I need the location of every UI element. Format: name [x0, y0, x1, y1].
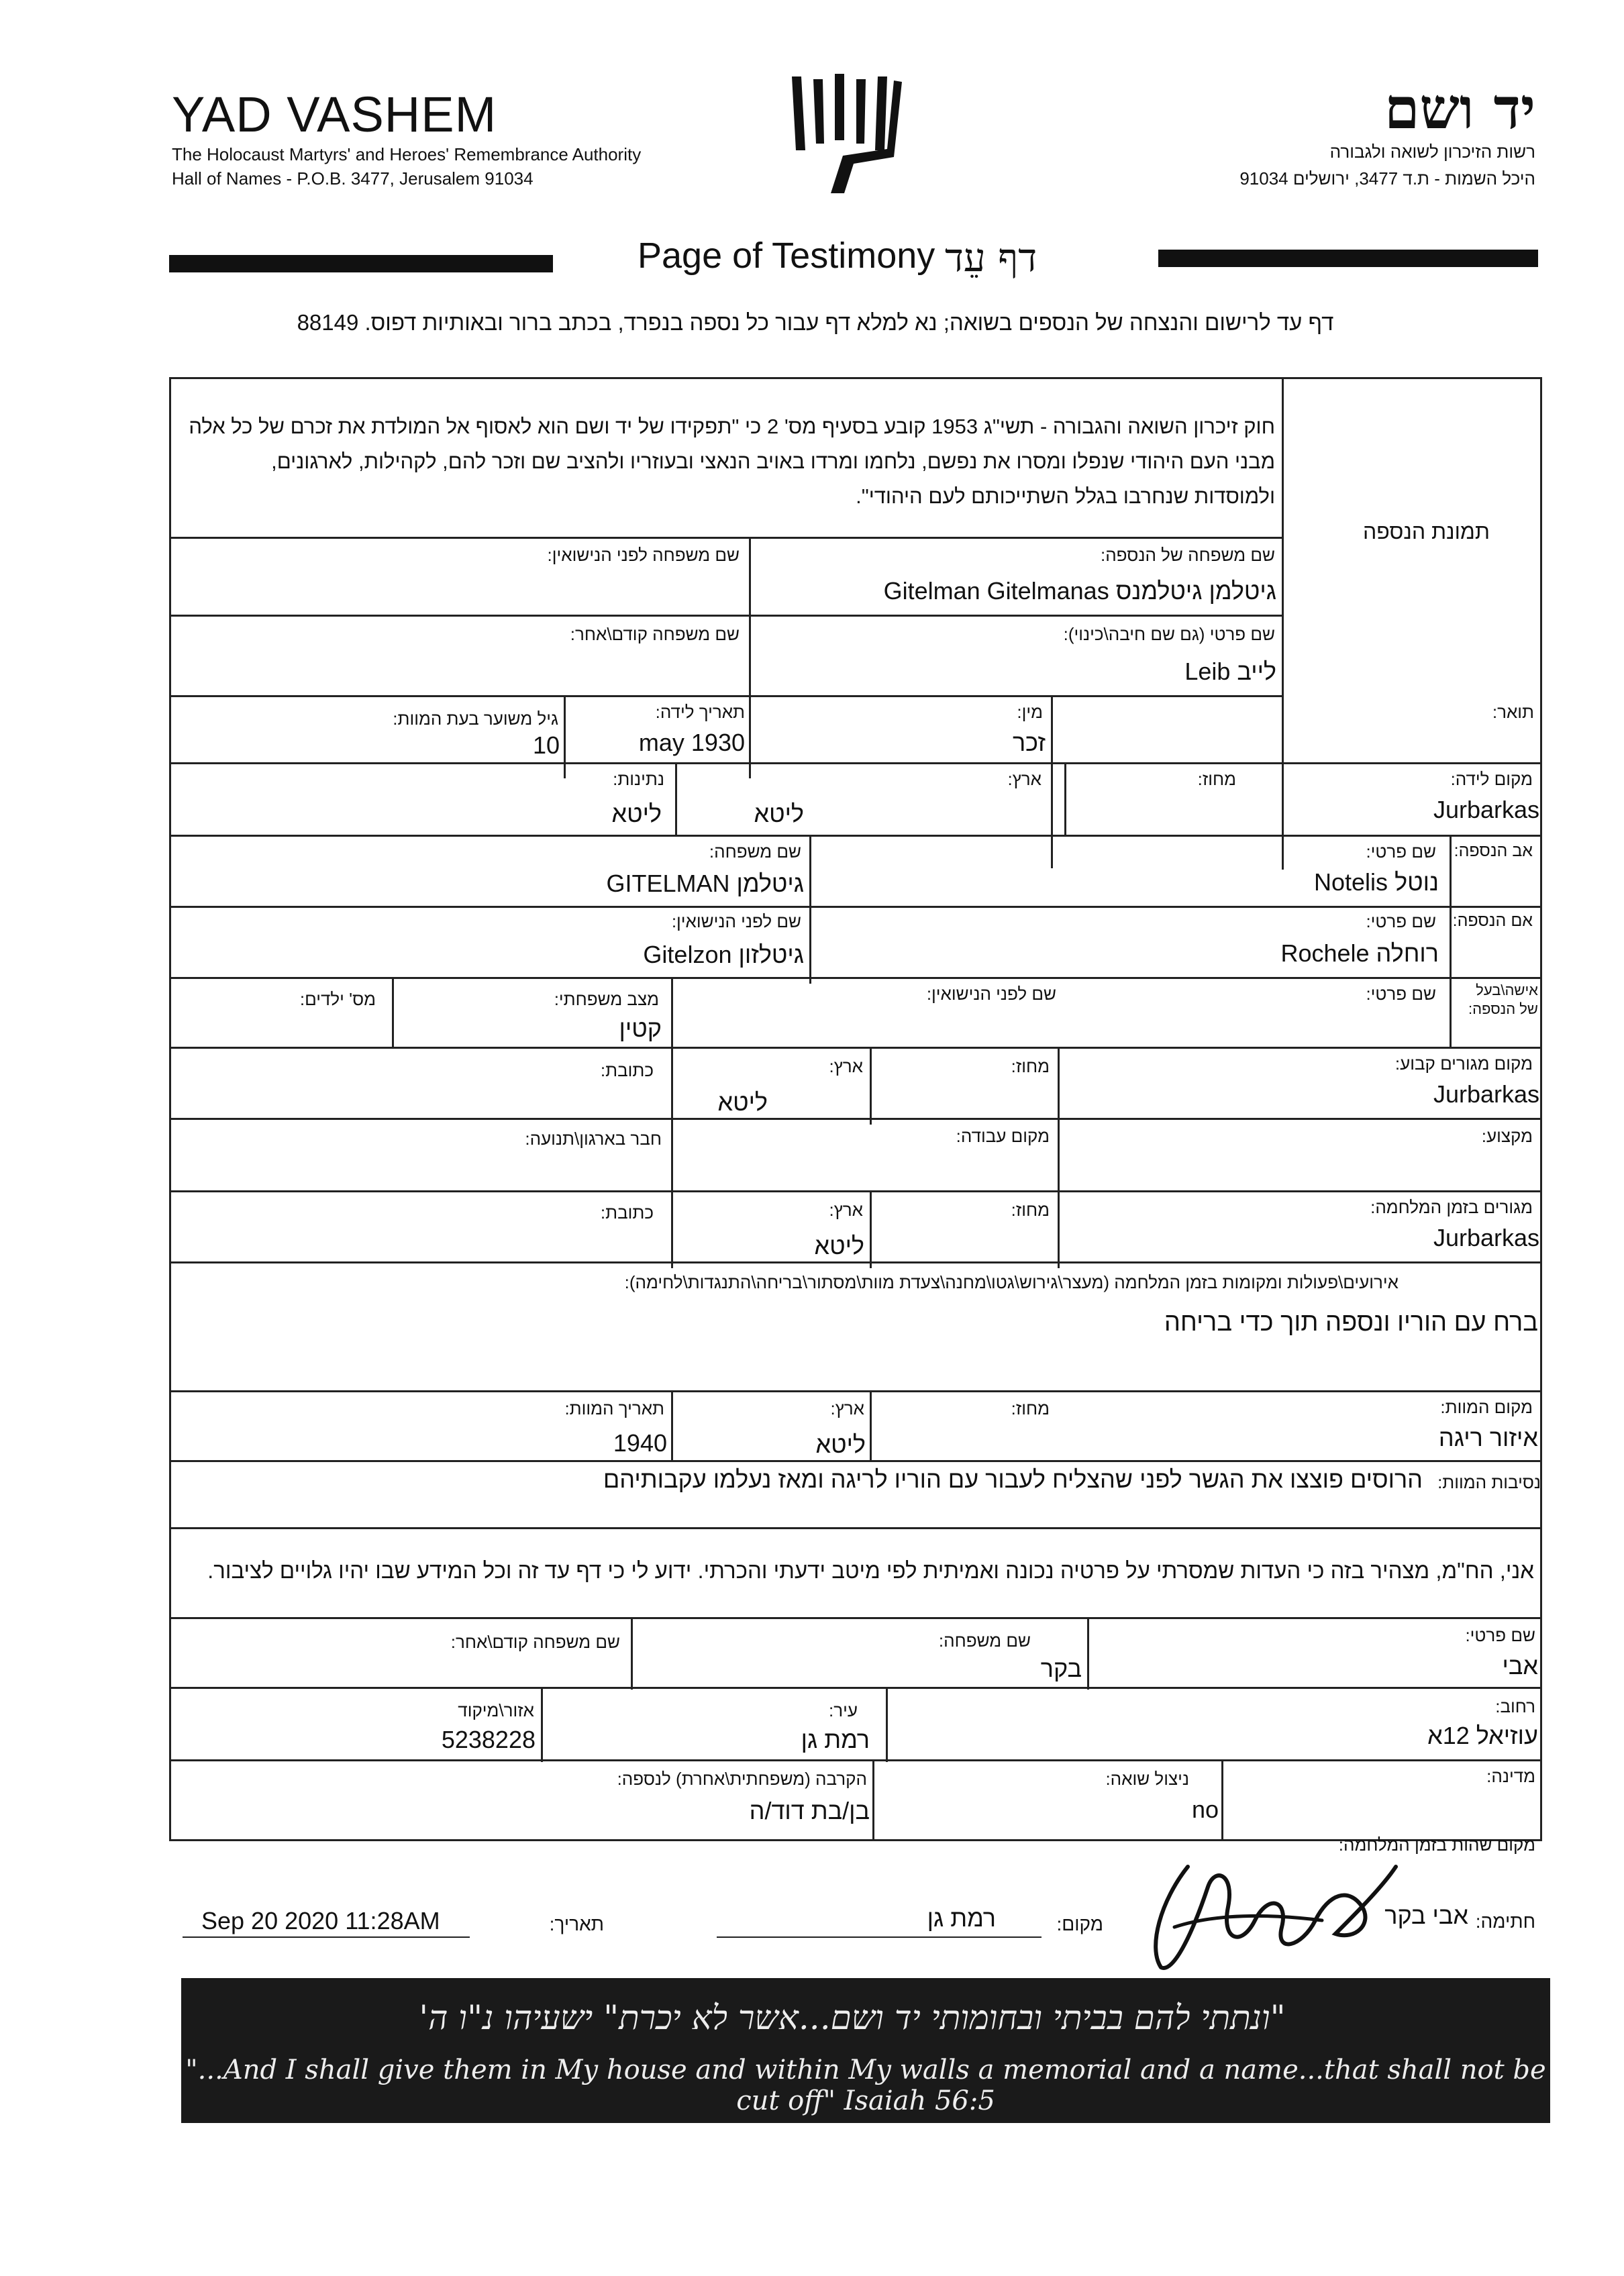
- banner-hebrew-quote: "ונתתי להם בביתי ובחומותי יד ושם...אשר לא יכרת" ישעיהו נ"ו ה': [419, 1998, 1286, 2037]
- sex-value: זכר: [1012, 729, 1046, 756]
- previous-surname-label: שם משפחה קודם\אחר:: [570, 624, 740, 644]
- residence-address-label: כתובת:: [600, 1060, 654, 1080]
- yad-vashem-hebrew-title: יד ושם: [1384, 75, 1535, 142]
- witness-survivor-value: no: [1191, 1796, 1219, 1823]
- wartime-events-value: ברח עם הוריו ונספה תוך כדי בריחה: [1164, 1308, 1538, 1337]
- victim-surname-label: שם משפחה של הנספה:: [1100, 545, 1275, 565]
- hebrew-subtitle-line-2: היכל השמות - ת.ד 3477, ירושלים 91034: [1239, 168, 1535, 189]
- witness-declaration: אני, הח"מ, מצהיר בזה כי העדות שמסרתי על פרטיה נכונה ואמיתית לפי מיטב ידעתי והכרתי. ידוע לי כי דף עד זה וכל המידע שבו יהיו גלויים לציבור.: [207, 1558, 1534, 1583]
- signature-label: חתימה:: [1475, 1911, 1535, 1932]
- place-line: [717, 1936, 1042, 1938]
- victim-surname-value: גיטלמן גיטלמנס Gitelman Gitelmanas: [883, 577, 1276, 605]
- nationality-label: נתינות:: [613, 769, 664, 789]
- residence-value: Jurbarkas: [1433, 1080, 1539, 1108]
- english-subtitle-line-2: Hall of Names - P.O.B. 3477, Jerusalem 91034: [172, 168, 534, 189]
- form-instructions: דף עד לרישום והנצחה של הנספים בשואה; נא למלא דף עבור כל נספה בנפרד, בכתב ברור ובאותיות דפוס. 88149: [297, 310, 1334, 335]
- age-at-death-label: גיל משוער בעת המוות:: [393, 709, 558, 729]
- memorial-law-text: חוק זיכרון השואה והגבורה - תשי"ג 1953 קובע בסעיף מס' 2 כי "תפקידו של יד ושם הוא לאסוף אל המולדת את זכרם של כל אלה מבני העם היהודי שנפלו ומסרו את נפשם, נלחמו ומרדו באויב הנאצי ובעוזריו ולהציב שם וזכר להם, לקהילות, לארגונים, ולמוסדות שנחרבו בגלל השתייכותם לעם היהודי".: [189, 415, 1275, 508]
- date-value: Sep 20 2020 11:28AM: [201, 1907, 440, 1934]
- birthplace-label: מקום לידה:: [1450, 769, 1533, 789]
- wartime-address-label: כתובת:: [600, 1202, 654, 1223]
- witness-zip-label: אזור\מיקוד: [458, 1700, 534, 1720]
- death-date-label: תאריך המוות:: [564, 1398, 664, 1418]
- profession-label: מקצוע:: [1481, 1126, 1533, 1146]
- death-date-value: 1940: [613, 1429, 667, 1457]
- banner-english-quote: "...And I shall give them in My house and within My walls a memorial and a name...that shall not be cut off" Isaiah 56:5: [185, 2055, 1546, 2116]
- death-circumstances-value: הרוסים פוצצו את הגשר לפני שהצליח לעבור עם הוריו לריגה ומאז נעלמו עקבותיהם: [603, 1465, 1423, 1493]
- witness-previous-surname-label: שם משפחה קודם\אחר:: [450, 1632, 620, 1652]
- age-at-death-value: 10: [532, 731, 560, 759]
- title-label: תואר:: [1492, 702, 1534, 722]
- witness-given-label: שם פרטי:: [1465, 1625, 1535, 1645]
- yad-vashem-logo-icon: [786, 70, 907, 197]
- wartime-events-label: אירועים\פעולות ומקומות בזמן המלחמה (מעצר\גירוש\גטו\מחנה\צעדת מוות\מסתור\בריחה\התנגדות\לחימה):: [624, 1272, 1399, 1292]
- sex-label: מין:: [1017, 702, 1043, 722]
- date-line: [183, 1936, 470, 1938]
- birth-country-value: ליטא: [754, 800, 804, 827]
- yad-vashem-english-title: YAD VASHEM: [172, 87, 497, 142]
- handwritten-signature: [1134, 1847, 1403, 1981]
- signature-name-value: אבי בקר: [1384, 1902, 1468, 1929]
- testimony-form: [169, 377, 1542, 1841]
- witness-city-value: רמת גן: [801, 1726, 870, 1753]
- witness-street-value: עוזיאל 12א: [1427, 1722, 1538, 1749]
- father-given-label: שם פרטי:: [1366, 841, 1436, 862]
- residence-country-label: ארץ:: [829, 1056, 863, 1076]
- residence-label: מקום מגורים קבוע:: [1394, 1053, 1533, 1074]
- mother-given-label: שם פרטי:: [1366, 911, 1436, 931]
- witness-family-label: שם משפחה:: [938, 1631, 1031, 1651]
- death-district-label: מחוז:: [1011, 1398, 1050, 1418]
- residence-district-label: מחוז:: [1011, 1056, 1050, 1076]
- marital-status-value: קטין: [619, 1015, 662, 1042]
- witness-city-label: עיר:: [829, 1700, 858, 1720]
- witness-country-label: מדינה:: [1486, 1766, 1535, 1786]
- date-of-birth-value: may 1930: [638, 729, 745, 756]
- hebrew-authority-subtitle: [1239, 138, 1535, 192]
- marital-status-label: מצב משפחתי:: [554, 989, 659, 1009]
- witness-family-value: בקר: [1040, 1655, 1082, 1682]
- father-given-value: נוטל Notelis: [1314, 868, 1439, 896]
- maiden-name-label: שם משפחה לפני הנישואין:: [547, 545, 740, 565]
- first-name-label: שם פרטי (גם שם חיבה\כינוי):: [1063, 624, 1275, 644]
- header-divider-right: [1158, 250, 1538, 267]
- date-label: תאריך:: [549, 1914, 604, 1934]
- hebrew-subtitle-line-1: רשות הזיכרון לשואה ולגבורה: [1329, 142, 1535, 162]
- birth-district-label: מחוז:: [1197, 769, 1236, 789]
- wartime-country-label: ארץ:: [829, 1200, 863, 1220]
- victim-photo-label: תמונת הנספה: [1362, 519, 1490, 544]
- mother-maiden-label: שם לפני הנישואין:: [671, 911, 801, 931]
- death-country-label: ארץ:: [830, 1398, 864, 1418]
- witness-survivor-label: ניצול שואה:: [1105, 1769, 1189, 1789]
- page-of-testimony-title: Page of Testimony: [638, 236, 935, 276]
- children-count-label: מס' ילדים:: [299, 989, 376, 1009]
- spouse-label: אישה\בעל של הנספה:: [1468, 982, 1538, 1017]
- english-authority-subtitle: [172, 142, 641, 191]
- english-subtitle-line-1: The Holocaust Martyrs' and Heroes' Remembrance Authority: [172, 144, 642, 164]
- birth-country-label: ארץ:: [1007, 769, 1042, 789]
- death-place-value: איזור ריגה: [1438, 1424, 1538, 1451]
- wartime-residence-value: Jurbarkas: [1433, 1224, 1539, 1251]
- wartime-residence-label: מגורים בזמן המלחמה:: [1370, 1197, 1533, 1217]
- wartime-district-label: מחוז:: [1011, 1200, 1050, 1220]
- death-country-value: ליטא: [815, 1431, 866, 1458]
- nationality-value: ליטא: [611, 800, 662, 827]
- date-of-birth-label: תאריך לידה:: [655, 702, 745, 722]
- isaiah-quote-banner: [181, 1978, 1550, 2123]
- wartime-place-label: מקום שהות בזמן המלחמה:: [1338, 1834, 1535, 1855]
- wartime-country-value: ליטא: [814, 1232, 864, 1259]
- page-of-testimony-hebrew-title: דף עֵד: [945, 235, 1037, 280]
- father-label: אב הנספה:: [1454, 841, 1533, 860]
- death-circumstances-label: נסיבות המוות:: [1437, 1472, 1541, 1492]
- spouse-given-label: שם פרטי:: [1366, 984, 1436, 1004]
- place-label: מקום:: [1056, 1914, 1103, 1934]
- witness-given-value: אבי: [1502, 1652, 1538, 1679]
- father-family-label: שם משפחה:: [709, 841, 801, 862]
- residence-country-value: ליטא: [717, 1088, 768, 1116]
- witness-relation-value: בן/בת דוד/ה: [749, 1797, 870, 1824]
- witness-street-label: רחוב:: [1495, 1696, 1535, 1716]
- father-family-value: גיטלמן GITELMAN: [606, 870, 804, 897]
- membership-label: חבר בארגון\תנועה:: [525, 1129, 662, 1149]
- mother-label: אם הנספה:: [1452, 911, 1533, 930]
- birthplace-value: Jurbarkas: [1433, 796, 1539, 823]
- witness-zip-value: 5238228: [441, 1726, 536, 1753]
- mother-maiden-value: גיטלזון Gitelzon: [643, 941, 804, 968]
- first-name-value: לייב Leib: [1184, 658, 1276, 685]
- header-divider-left: [169, 255, 553, 272]
- workplace-label: מקום עבודה:: [956, 1126, 1050, 1146]
- spouse-maiden-label: שם לפני הנישואין:: [926, 984, 1056, 1004]
- witness-relation-label: הקרבה (משפחתית\אחרת) לנספה:: [617, 1769, 867, 1789]
- place-value: רמת גן: [927, 1904, 996, 1932]
- mother-given-value: רוחלה Rochele: [1280, 939, 1439, 967]
- death-place-label: מקום המוות:: [1440, 1397, 1533, 1417]
